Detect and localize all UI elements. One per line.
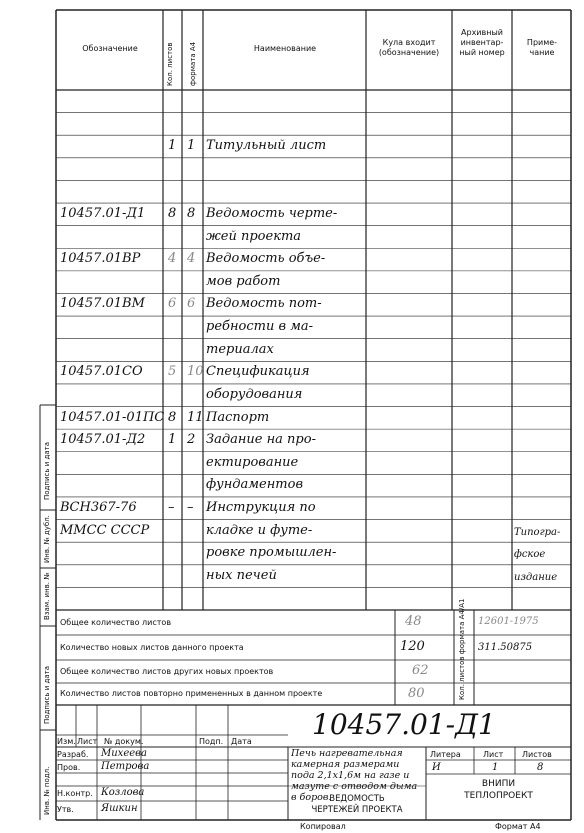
total-value-2: 120 bbox=[400, 639, 425, 654]
col-list: Лист bbox=[77, 737, 98, 746]
table-row bbox=[0, 274, 584, 297]
table-row bbox=[0, 251, 584, 274]
role-developer: Разраб. bbox=[57, 750, 89, 759]
row-a4-count: 6 bbox=[187, 296, 196, 312]
total-ref-1: 12601-1975 bbox=[478, 616, 539, 627]
row-name: ребности в ма- bbox=[206, 319, 314, 335]
total-label-2: Количество новых листов данного проекта bbox=[60, 643, 244, 652]
row-name: Ведомость объе- bbox=[206, 251, 326, 267]
header-sheet-count: Кол. листов bbox=[166, 42, 174, 86]
name-checker: Петрова bbox=[101, 761, 150, 772]
header-archive: Архивный инвентар-ный номер bbox=[459, 28, 505, 57]
row-name: Ведомость черте- bbox=[206, 206, 338, 222]
row-code: 10457.01СО bbox=[60, 364, 143, 380]
footer-copied: Копировал bbox=[300, 822, 346, 831]
table-row bbox=[0, 568, 584, 591]
table-row bbox=[0, 206, 584, 229]
name-approver: Яшкин bbox=[101, 803, 138, 814]
role-approver: Утв. bbox=[57, 805, 74, 814]
header-a4-format: формата А4 bbox=[189, 41, 197, 86]
row-name: териалах bbox=[206, 341, 274, 357]
role-checker: Пров. bbox=[57, 763, 81, 772]
litera-value: И bbox=[432, 762, 441, 773]
total-value-3: 62 bbox=[412, 663, 429, 678]
table-row bbox=[0, 545, 584, 568]
row-name: фундаментов bbox=[206, 477, 304, 493]
row-name: Инструкция по bbox=[206, 499, 316, 515]
row-code: ММСС СССР bbox=[60, 522, 150, 538]
row-a4-count: 2 bbox=[187, 432, 196, 448]
table-row bbox=[0, 523, 584, 546]
row-name: Ведомость пот- bbox=[206, 296, 322, 312]
project-description: Печь нагревательная камерная размерами пода 2,1х1,6м на газе и мазуте с отводом дыма в боров. bbox=[291, 748, 418, 803]
row-name: Спецификация bbox=[206, 364, 310, 380]
row-a4-count: 4 bbox=[187, 251, 196, 267]
row-name: Титульный лист bbox=[206, 138, 327, 154]
role-norm-control: Н.контр. bbox=[57, 789, 93, 798]
header-designation: Обозначение bbox=[82, 44, 138, 53]
row-code: 10457.01ВР bbox=[60, 251, 141, 267]
sheets-value: 8 bbox=[537, 762, 544, 773]
sheet-value: 1 bbox=[492, 762, 499, 773]
sheet-label: Лист bbox=[483, 750, 504, 759]
table-row bbox=[0, 432, 584, 455]
row-note: Типогра- bbox=[514, 526, 561, 538]
side-dup-inv: Инв. № дубл. bbox=[43, 515, 51, 563]
side-sign-date-top: Подпись и дата bbox=[43, 442, 51, 500]
row-a4-count: 11 bbox=[187, 409, 204, 425]
col-sign: Подп. bbox=[199, 737, 224, 746]
org-name-1: ВНИПИ bbox=[481, 779, 516, 789]
total-label-1: Общее количество листов bbox=[60, 618, 172, 627]
name-developer: Михеева bbox=[101, 748, 147, 759]
table-row bbox=[0, 364, 584, 387]
col-izm: Изм. bbox=[57, 737, 76, 746]
document-number: 10457.01-Д1 bbox=[312, 708, 496, 741]
side-replace-inv: Взам. инв. № bbox=[43, 572, 51, 620]
row-name: оборудования bbox=[206, 386, 303, 402]
header-name: Наименование bbox=[253, 44, 317, 53]
litera-label: Литера bbox=[430, 750, 461, 759]
row-sheet-count: – bbox=[168, 499, 175, 515]
row-a4-count: 8 bbox=[187, 206, 196, 222]
row-name: ных печей bbox=[206, 567, 277, 583]
header-note: Приме-чание bbox=[526, 38, 558, 57]
side-sign-date-bottom: Подпись и дата bbox=[43, 666, 51, 724]
table-row bbox=[0, 296, 584, 319]
header-where-included: Кула входит (обозначение) bbox=[378, 38, 440, 57]
doc-title-2: ЧЕРТЕЖЕЙ ПРОЕКТА bbox=[311, 805, 403, 815]
row-name: ровке промышлен- bbox=[206, 545, 337, 561]
table-row bbox=[0, 410, 584, 433]
doc-title-1: ВЕДОМОСТЬ bbox=[329, 794, 385, 804]
col-date: Дата bbox=[231, 737, 252, 746]
row-code: ВСН367-76 bbox=[60, 499, 137, 515]
sheets-label: Листов bbox=[522, 750, 552, 759]
row-code: 10457.01ВМ bbox=[60, 296, 145, 312]
table-row bbox=[0, 455, 584, 478]
table-row bbox=[0, 342, 584, 365]
name-norm-control: Козлова bbox=[101, 787, 145, 798]
row-name: Паспорт bbox=[206, 409, 270, 425]
row-sheet-count: 6 bbox=[168, 296, 177, 312]
row-sheet-count: 1 bbox=[168, 138, 177, 154]
table-row bbox=[0, 387, 584, 410]
table-row bbox=[0, 477, 584, 500]
total-ref-2: 311.50875 bbox=[478, 642, 533, 653]
row-name: кладке и футе- bbox=[206, 522, 313, 538]
row-a4-count: – bbox=[187, 499, 194, 515]
row-code: 10457.01-Д1 bbox=[60, 206, 146, 222]
org-name-2: ТЕПЛОПРОЕКТ bbox=[464, 791, 533, 801]
row-name: мов работ bbox=[206, 273, 281, 289]
table-row bbox=[0, 138, 584, 161]
total-value-4: 80 bbox=[408, 686, 425, 701]
row-a4-count: 1 bbox=[187, 138, 196, 154]
side-original-inv: Инв. № подл. bbox=[43, 766, 51, 815]
total-value-1: 48 bbox=[405, 614, 422, 629]
row-sheet-count: 5 bbox=[168, 364, 177, 380]
footer-format: Формат А4 bbox=[495, 822, 541, 831]
row-note: издание bbox=[514, 571, 558, 583]
row-a4-count: 10 bbox=[187, 364, 204, 380]
table-row bbox=[0, 229, 584, 252]
total-label-3: Общее количество листов других новых проектов bbox=[60, 667, 274, 676]
row-note: фское bbox=[514, 549, 546, 561]
row-sheet-count: 8 bbox=[168, 206, 177, 222]
row-sheet-count: 4 bbox=[168, 251, 177, 267]
table-row bbox=[0, 500, 584, 523]
col-doc: № докум. bbox=[104, 737, 144, 746]
table-row bbox=[0, 319, 584, 342]
row-name: Задание на про- bbox=[206, 432, 316, 448]
row-code: 10457.01-01ПС bbox=[60, 409, 165, 425]
totals-side-label: Кол. листов формата А4/А1 bbox=[458, 598, 466, 700]
total-label-4: Количество листов повторно примененных в данном проекте bbox=[60, 689, 323, 698]
row-code: 10457.01-Д2 bbox=[60, 432, 146, 448]
row-sheet-count: 8 bbox=[168, 409, 177, 425]
row-name: жей проекта bbox=[206, 228, 302, 244]
row-name: ектирование bbox=[206, 454, 299, 470]
row-sheet-count: 1 bbox=[168, 432, 177, 448]
